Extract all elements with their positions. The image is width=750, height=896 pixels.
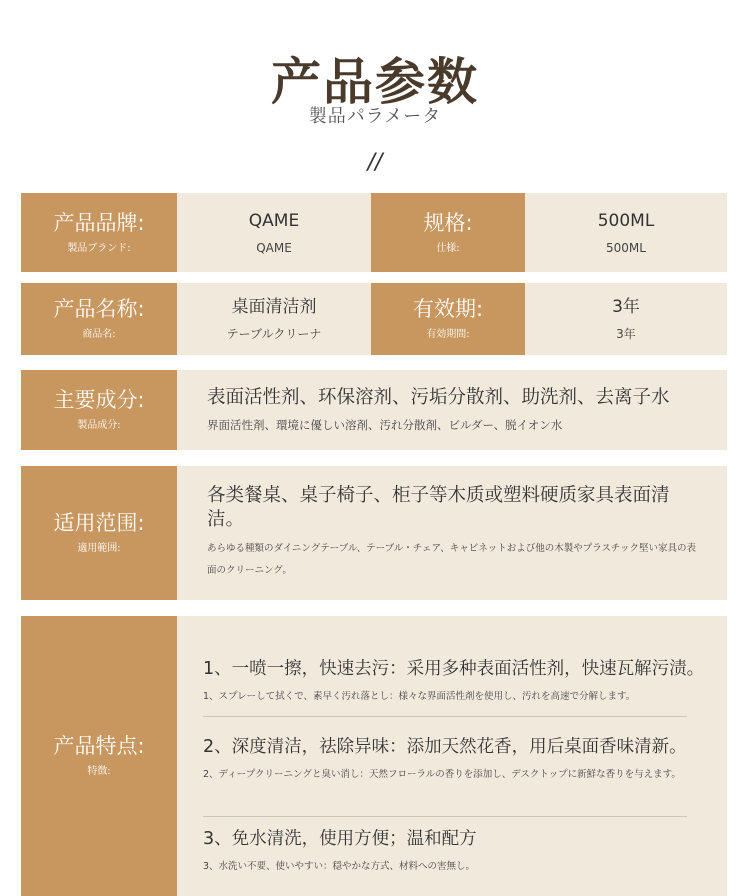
name-label-cell bbox=[21, 283, 177, 355]
feature-2-sub: 2、ディープクリーニングと臭い消し：天然フローラルの香りを添加し、デスクトップに新鮮な香りを与えます。 bbox=[203, 769, 681, 780]
validity-label: 有效期: bbox=[412, 297, 484, 321]
scope-label-sub: 適用範囲: bbox=[77, 543, 121, 554]
name-label: 产品名称: bbox=[53, 297, 145, 321]
brand-label: 产品品牌: bbox=[53, 210, 145, 235]
spec-label-cell bbox=[371, 193, 525, 272]
ingredients-value: 表面活性剂、环保溶剂、污垢分散剂、助洗剂、去离子水 bbox=[207, 387, 670, 408]
param-row-name-validity bbox=[21, 283, 727, 355]
feature-separator bbox=[203, 816, 687, 817]
validity-value-sub: 3年 bbox=[616, 327, 636, 341]
scope-label: 适用范围: bbox=[53, 511, 145, 535]
param-row-brand-spec bbox=[21, 193, 727, 272]
feature-item bbox=[203, 826, 713, 878]
brand-label-cell bbox=[21, 193, 177, 272]
spec-value: 500ML bbox=[597, 210, 655, 231]
validity-label-cell bbox=[371, 283, 525, 355]
features-label-sub: 特徴: bbox=[87, 766, 111, 777]
spec-label: 规格: bbox=[423, 210, 473, 235]
features-value-cell bbox=[177, 616, 727, 896]
feature-item bbox=[203, 656, 713, 708]
feature-1-main: 1、一喷一擦，快速去污：采用多种表面活性剂，快速瓦解污渍。 bbox=[203, 659, 705, 679]
name-value-cell bbox=[177, 283, 371, 355]
param-row-ingredients bbox=[21, 370, 727, 450]
decorative-divider: // bbox=[367, 150, 383, 175]
feature-1-sub: 1、スプレーして拭くで、素早く汚れ落とし：様々な界面活性剤を使用し、汚れを高速で分解します。 bbox=[203, 691, 636, 702]
name-value: 桌面清洁剂 bbox=[231, 297, 317, 317]
name-label-sub: 商品名: bbox=[82, 329, 116, 340]
scope-value-cell bbox=[177, 466, 727, 600]
brand-value-sub: QAME bbox=[256, 240, 292, 255]
feature-separator bbox=[203, 716, 687, 717]
param-row-features bbox=[21, 616, 727, 896]
validity-label-sub: 有効期間: bbox=[426, 329, 470, 340]
ingredients-label: 主要成分: bbox=[53, 388, 145, 412]
brand-value-cell bbox=[177, 193, 371, 272]
features-label-cell bbox=[21, 616, 177, 896]
ingredients-label-cell bbox=[21, 370, 177, 450]
spec-label-sub: 仕様: bbox=[436, 242, 460, 254]
page-subtitle: 製品パラメータ bbox=[308, 106, 442, 127]
brand-label-sub: 製品ブランド: bbox=[67, 242, 131, 254]
feature-3-main: 3、免水清洗，使用方便；温和配方 bbox=[203, 829, 477, 849]
spec-value-cell bbox=[525, 193, 727, 272]
validity-value-cell bbox=[525, 283, 727, 355]
feature-item bbox=[203, 734, 713, 786]
name-value-sub: テーブルクリーナ bbox=[226, 327, 322, 341]
feature-3-sub: 3、水洗い不要、使いやすい：穏やかな方式、材料への害無し。 bbox=[203, 861, 476, 872]
param-row-scope bbox=[21, 466, 727, 600]
spec-value-sub: 500ML bbox=[606, 240, 646, 255]
page-title: 产品参数 bbox=[271, 52, 479, 111]
features-label: 产品特点: bbox=[53, 734, 145, 758]
scope-value-sub: あらゆる種類のダイニングテーブル、テーブル・チェア、キャビネットおよび他の木製やプラスチック堅い家具の表面のクリーニング。 bbox=[207, 543, 696, 576]
ingredients-value-cell bbox=[177, 370, 727, 450]
validity-value: 3年 bbox=[612, 297, 640, 317]
ingredients-label-sub: 製品成分: bbox=[77, 420, 121, 431]
scope-label-cell bbox=[21, 466, 177, 600]
feature-2-main: 2、深度清洁，祛除异味：添加天然花香，用后桌面香味清新。 bbox=[203, 737, 687, 757]
brand-value: QAME bbox=[248, 210, 300, 231]
scope-value: 各类餐桌、桌子椅子、柜子等木质或塑料硬质家具表面清洁。 bbox=[207, 485, 670, 530]
ingredients-value-sub: 界面活性剤、環境に優しい溶剤、汚れ分散剤、ビルダー、脱イオン水 bbox=[207, 418, 563, 432]
